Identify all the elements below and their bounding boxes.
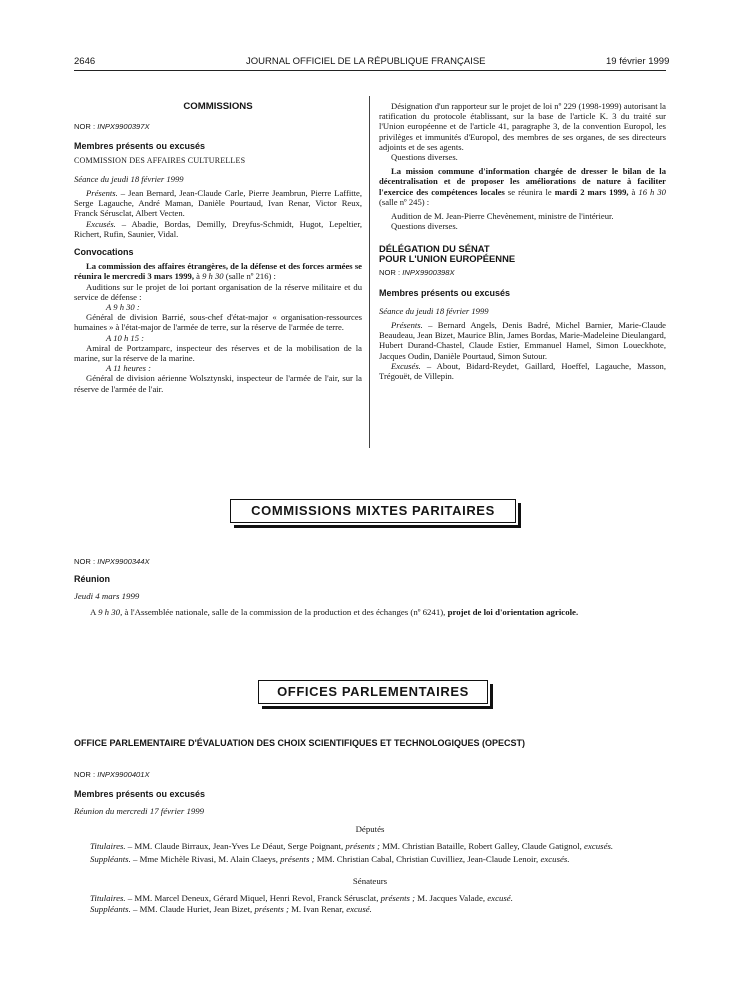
seance-date: Séance du jeudi 18 février 1999 xyxy=(379,305,489,316)
issue-date: 19 février 1999 xyxy=(606,56,670,67)
senateurs-titulaires: Titulaires. – MM. Marcel Deneux, Gérard Miquel, Henri Revol, Franck Sérusclat, présents ; M. Jacques Valade, excusé. xyxy=(90,893,513,903)
deputes-titulaires: Titulaires. – MM. Claude Birraux, Jean-Yves Le Déaut, Serge Poignant, présents ; MM. Christian Bataille, Robert Galley, Claude Gatignol, excusés. xyxy=(90,841,614,851)
right-column xyxy=(379,101,666,381)
section-box-offices: OFFICES PARLEMENTAIRES xyxy=(258,680,488,704)
reunion-date: Réunion du mercredi 17 février 1999 xyxy=(74,806,205,816)
nor-reference: NOR : INPX9900344X xyxy=(74,557,150,566)
deputes-heading: Députés xyxy=(355,824,385,834)
reunion-heading: Réunion xyxy=(74,574,110,584)
members-heading: Membres présents ou excusés xyxy=(379,287,511,298)
presents-paragraph: Présents. – Jean Bernard, Jean-Claude Carle, Pierre Jeambrun, Pierre Laffitte, Serge Lagauche, André Maman, Danièle Pourtaud, Ivan Renar, Victor Reux, Franck Sérusclat, Albert Vecten. xyxy=(74,188,362,219)
audition-2: Amiral de Portzamparc, inspecteur des réserves et de la mobilisation de la marine, sur la réserve de la marine. xyxy=(74,342,362,364)
members-heading: Membres présents ou excusés xyxy=(74,141,206,152)
office-title: OFFICE PARLEMENTAIRE D'ÉVALUATION DES CHOIX SCIENTIFIQUES ET TECHNOLOGIQUES (OPECST) xyxy=(74,738,525,748)
seance-date: Séance du jeudi 18 février 1999 xyxy=(74,173,184,184)
convocations-heading: Convocations xyxy=(74,247,134,258)
time-slot-1: A 9 h 30 : xyxy=(106,302,140,313)
section-box-cmp: COMMISSIONS MIXTES PARITAIRES xyxy=(230,499,516,523)
convocation-subject: Auditions sur le projet de loi portant organisation de la réserve militaire et du service de défense : xyxy=(74,281,362,302)
nor-reference: NOR : INPX9900401X xyxy=(74,770,150,779)
audition-3: Général de division aérienne Wolsztynski, inspecteur de l'armée de l'air, sur la réserve de l'armée de l'air. xyxy=(74,373,362,394)
excuses-paragraph: Excusés. – About, Bidard-Reydet, Gaillard, Hoeffel, Lagauche, Masson, Trégouët, de Villepin. xyxy=(379,360,666,382)
audition-paragraph: Audition de M. Jean-Pierre Chevènement, ministre de l'intérieur. xyxy=(391,211,614,222)
reunion-date: Jeudi 4 mars 1999 xyxy=(74,591,140,601)
delegation-title-line-1: DÉLÉGATION DU SÉNAT xyxy=(379,243,490,255)
left-column xyxy=(74,102,362,394)
nor-reference: NOR : INPX9900398X xyxy=(379,268,455,278)
page-number: 2646 xyxy=(74,56,96,67)
presents-paragraph: Présents. – Bernard Angels, Denis Badré, Michel Barnier, Marie-Claude Beaudeau, Jean Bizet, Maurice Blin, James Bordas, Marie-Madeleine Dieulangard, Hubert Durand-Chastel, Claude Estier, Emmanuel Hamel, Simon Loueckhote, Jacques Oudin, Danièle Pourtaud, Simon Sutour. xyxy=(379,320,666,361)
members-heading: Membres présents ou excusés xyxy=(74,789,206,799)
excuses-paragraph: Excusés. – Abadie, Bordas, Demilly, Dreyfus-Schmidt, Hugot, Lepeltier, Richert, Rufin, Saunier, Vidal. xyxy=(74,218,362,239)
header-rule xyxy=(74,70,666,71)
delegation-title-line-2: POUR L'UNION EUROPÉENNE xyxy=(379,253,516,265)
questions-diverses-2: Questions diverses. xyxy=(391,221,458,232)
cmp-section xyxy=(74,556,666,618)
reunion-paragraph: A 9 h 30, à l'Assemblée nationale, salle de la commission de la production et des échanges (nº 6241), projet de loi d'orientation agricole. xyxy=(90,607,579,617)
questions-diverses-1: Questions diverses. xyxy=(391,152,458,163)
journal-title: JOURNAL OFFICIEL DE LA RÉPUBLIQUE FRANÇAISE xyxy=(246,56,486,67)
senateurs-heading: Sénateurs xyxy=(352,876,388,886)
time-slot-2: A 10 h 15 : xyxy=(106,332,145,343)
convocation-paragraph: La commission des affaires étrangères, de la défense et des forces armées se réunira le mercredi 3 mars 1999, à 9 h 30 (salle nº 216) : xyxy=(74,261,362,282)
section-title-commissions: COMMISSIONS xyxy=(183,101,253,112)
time-slot-3: A 11 heures : xyxy=(106,363,151,374)
audition-1: Général de division Barrié, sous-chef d'état-major « organisation-ressources humaines » à l'état-major de l'armée de terre, sur la réserve de l'armée de terre. xyxy=(74,312,362,333)
commission-name: COMMISSION DES AFFAIRES CULTURELLES xyxy=(74,155,246,165)
senateurs-suppleants: Suppléants. – MM. Claude Huriet, Jean Bizet, présents ; M. Ivan Renar, excusé. xyxy=(90,904,372,914)
mission-paragraph: La mission commune d'information chargée de dresser le bilan de la décentralisation et de proposer les améliorations de nature à faciliter l'exercice des compétences locales se réunira le mardi 2 mars 1999, à 16 h 30 (salle nº 245) : xyxy=(379,166,666,207)
column-divider xyxy=(369,96,370,448)
designation-paragraph: Désignation d'un rapporteur sur le projet de loi nº 229 (1998-1999) autorisant la ratification du protocole établissant, sur la base de l'article K. 3 du traité sur l'Union européenne et de l'article 41, paragraphe 3, de la convention Europol, les privilèges et immunités d'Europol, des membres de ses organes, de ses directeurs adjoints et de ses agents. xyxy=(379,101,666,152)
nor-reference: NOR : INPX9900397X xyxy=(74,122,150,132)
deputes-suppleants: Suppléants. – Mme Michèle Rivasi, M. Alain Claeys, présents ; MM. Christian Cabal, Christian Cuvilliez, Jean-Claude Lenoir, excusés. xyxy=(90,854,570,864)
offices-section xyxy=(74,738,666,915)
